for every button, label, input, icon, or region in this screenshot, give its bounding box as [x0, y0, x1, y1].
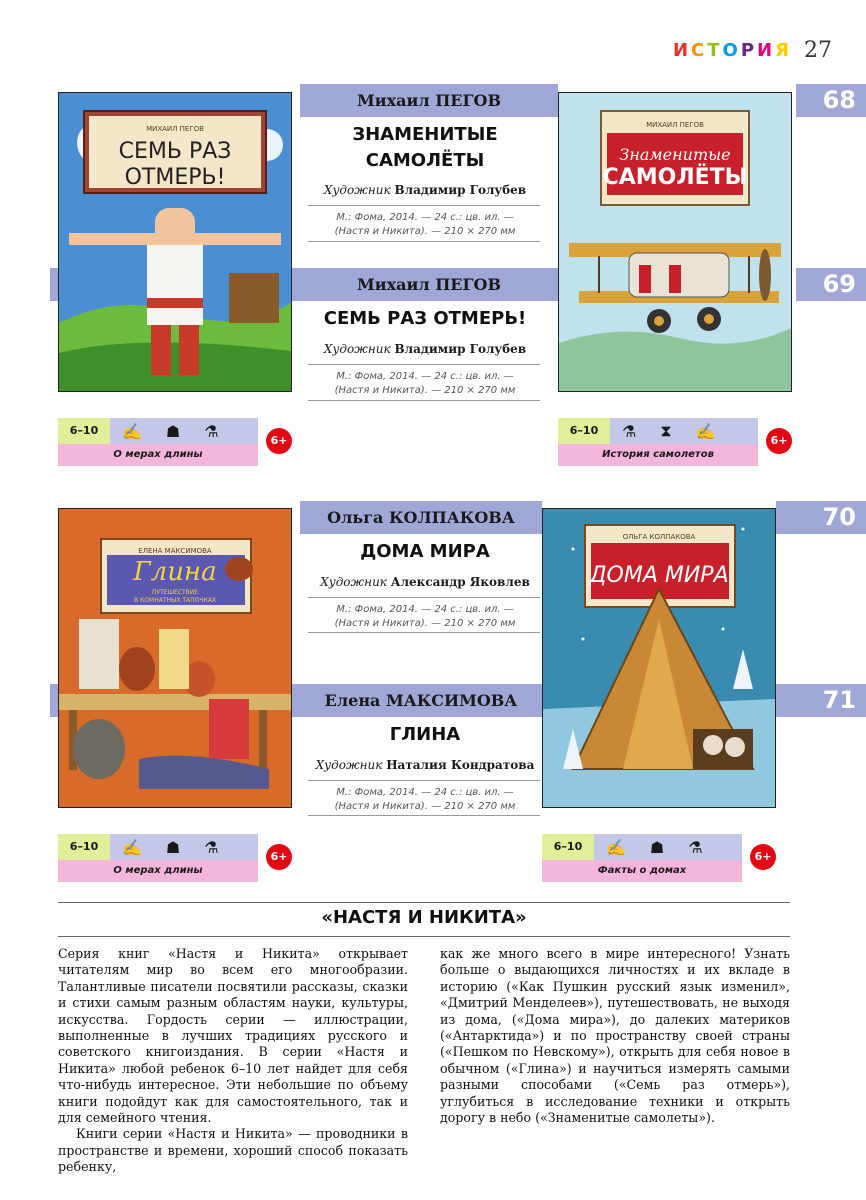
body-column-1: Серия книг «Настя и Никита» открывает читателям мир во всем его многообразии. Талантливые писатели посвятили рассказы, сказки и стихи самым разным областям науки, культуры, искусства. Гордость серии — иллюстрации, выполненные в лучших традициях русского и советского книгоиздания. В серии «Настя и Никита» любой ребенок 6–10 лет найдет для себя что-нибудь интересное. Эти небольшие по объему книги подойдут как для самостоятельного, так и для семейного чтения. Книги серии «Настя и Никита» — проводники в пространстве и времени, хороший способ показать ребенку,: [58, 946, 408, 1175]
cover-title: Глина: [133, 557, 217, 587]
cover-author: ОЛЬГА КОЛПАКОВА: [622, 533, 696, 541]
divider: [308, 400, 540, 401]
age-badge: [558, 418, 758, 466]
section-divider: [58, 902, 790, 903]
divider: [308, 364, 540, 365]
cover-illustration: [543, 509, 775, 807]
microscope-icon: ⚗: [622, 421, 637, 441]
divider: [308, 780, 540, 781]
reading-person-icon: ☗: [165, 421, 181, 441]
divider: [308, 815, 540, 816]
cover-title: СЕМЬ РАЗ ОТМЕРЬ!: [118, 139, 232, 190]
author-69: Михаил ПЕГОВ: [300, 268, 558, 301]
cover-subtitle: ПУТЕШЕСТВИЕ В КОМНАТНЫХ ТАПОЧКАХ: [134, 589, 216, 604]
age-range: 6–10: [58, 834, 110, 860]
author-70: Ольга КОЛПАКОВА: [300, 501, 542, 534]
book-cover-znamenitye-samolety: [558, 92, 792, 392]
book-cover-sem-raz-otmer: [58, 92, 292, 392]
book-title-71: ГЛИНА: [389, 724, 461, 745]
reading-person-icon: ☗: [649, 837, 665, 857]
book-cover-doma-mira: [542, 508, 776, 808]
age-badge: [58, 834, 258, 882]
divider: [308, 632, 540, 633]
book-quill-icon: ✍: [122, 837, 142, 857]
cover-title-line2: САМОЛЁТЫ: [602, 165, 748, 190]
body-column-2: как же много всего в мире интересного! Узнать больше о выдающихся личностях и их вкладе в историю («Как Пушкин русский язык изменил», «Дмитрий Менделеев»), путешествовать, не выходя из дома, («Дома мира»), до далеких материков («Антарктида») и по пространству своей страны («Пешком по Невскому»), открыть для себя новое в обычном («Глина») и научиться измерять самыми разными способами («Семь раз отмерь»), углубиться в исследование техники и открыть дорогу в небо («Знаменитые самолеты»).: [440, 946, 790, 1126]
age-range: 6–10: [542, 834, 594, 860]
hourglass-icon: ⧗: [660, 421, 672, 440]
badge-topic: История самолетов: [558, 444, 758, 466]
microscope-icon: ⚗: [688, 837, 703, 857]
page-header: [673, 38, 832, 63]
age-rating-badge: 6+: [766, 428, 792, 454]
section-title: «НАСТЯ И НИКИТА»: [321, 907, 527, 928]
age-range: 6–10: [58, 418, 110, 444]
age-rating-badge: 6+: [750, 844, 776, 870]
age-rating-badge: 6+: [266, 428, 292, 454]
author-71: Елена МАКСИМОВА: [300, 684, 542, 717]
book-quill-icon: ✍: [122, 421, 142, 441]
meta-68: М.: Фома, 2014. — 24 с.: цв. ил. — (Настя и Никита). — 210 × 270 мм: [334, 212, 516, 237]
meta-70: М.: Фома, 2014. — 24 с.: цв. ил. — (Настя и Никита). — 210 × 270 мм: [334, 604, 516, 629]
divider: [308, 597, 540, 598]
reading-person-icon: ☗: [165, 837, 181, 857]
section-divider: [58, 936, 790, 937]
book-quill-icon: ✍: [695, 421, 716, 441]
artist-68: Художник Владимир Голубев: [323, 183, 527, 197]
badge-topic: Факты о домах: [542, 860, 742, 882]
age-range: 6–10: [558, 418, 610, 444]
cover-title-line1: Знаменитые: [619, 145, 731, 164]
microscope-icon: ⚗: [204, 837, 219, 857]
artist-69: Художник Владимир Голубев: [323, 342, 527, 356]
age-badge: [542, 834, 742, 882]
cover-author: МИХАИЛ ПЕГОВ: [146, 125, 204, 133]
age-badge: [58, 418, 258, 466]
book-title-70: ДОМА МИРА: [360, 541, 490, 562]
section-label: ИСТОРИЯ: [672, 40, 792, 61]
cover-author: ЕЛЕНА МАКСИМОВА: [138, 547, 212, 555]
cover-illustration: [559, 93, 791, 391]
book-cover-glina: [58, 508, 292, 808]
age-rating-badge: 6+: [266, 844, 292, 870]
divider: [308, 205, 540, 206]
book-quill-icon: ✍: [606, 837, 626, 857]
book-number-68: 68: [796, 84, 866, 117]
badge-topic: О мерах длины: [58, 860, 258, 882]
book-number-69: 69: [796, 268, 866, 301]
cover-illustration: [59, 93, 291, 391]
book-number-70: 70: [776, 501, 866, 534]
divider: [308, 241, 540, 242]
meta-71: М.: Фома, 2014. — 24 с.: цв. ил. — (Настя и Никита). — 210 × 270 мм: [334, 787, 516, 812]
book-title-69: СЕМЬ РАЗ ОТМЕРЬ!: [323, 308, 527, 329]
book-title-68: ЗНАМЕНИТЫЕ САМОЛЁТЫ: [352, 124, 498, 171]
page-number: 27: [804, 38, 832, 63]
author-68: Михаил ПЕГОВ: [300, 84, 558, 117]
book-number-71: 71: [776, 684, 866, 717]
microscope-icon: ⚗: [204, 421, 219, 441]
meta-69: М.: Фома, 2014. — 24 с.: цв. ил. — (Настя и Никита). — 210 × 270 мм: [334, 371, 516, 396]
artist-70: Художник Александр Яковлев: [320, 575, 530, 589]
cover-title: ДОМА МИРА: [589, 563, 729, 588]
artist-71: Художник Наталия Кондратова: [315, 758, 535, 772]
cover-author: МИХАИЛ ПЕГОВ: [646, 121, 704, 129]
badge-topic: О мерах длины: [58, 444, 258, 466]
